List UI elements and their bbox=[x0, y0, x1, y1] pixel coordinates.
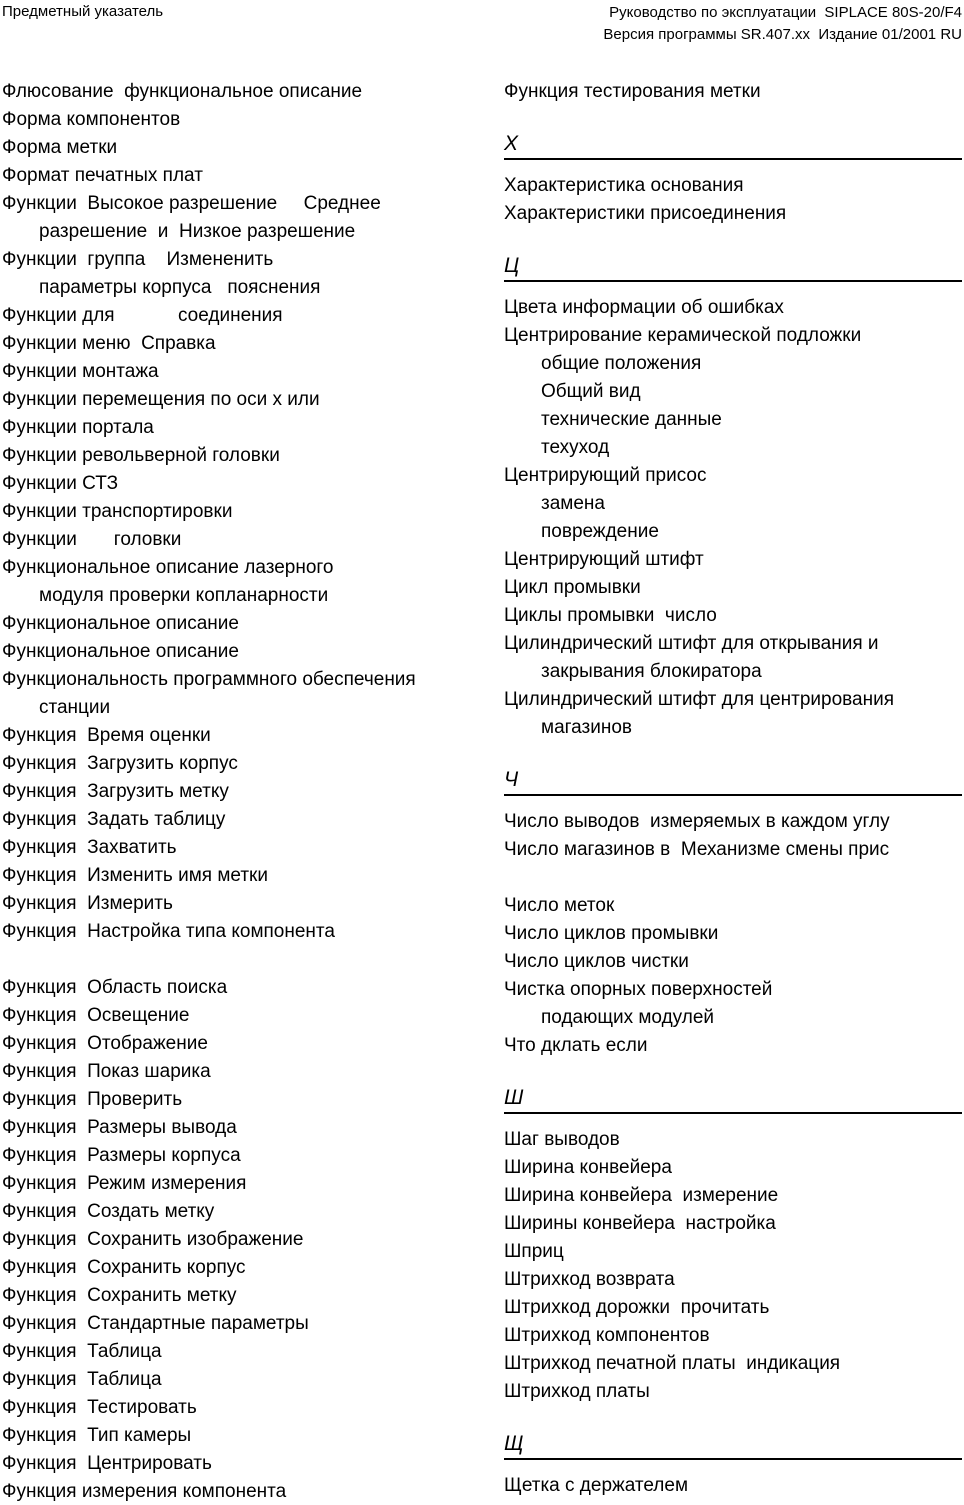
index-entry: Центрирующий штифт bbox=[504, 549, 704, 570]
index-entry: Цикл промывки bbox=[504, 577, 641, 598]
index-entry: Функция Изменить имя метки bbox=[2, 865, 268, 886]
index-entry: Функции головки bbox=[2, 529, 182, 550]
index-entry: Функции СТЗ bbox=[2, 473, 119, 494]
index-entry: Функция Область поиска bbox=[2, 977, 228, 998]
index-entry: Функция тестирования метки bbox=[504, 81, 761, 102]
section-letter-Ц: Ц bbox=[504, 252, 962, 282]
index-entry: Ширина конвейера измерение bbox=[504, 1185, 779, 1206]
page-header-right bbox=[603, 2, 962, 46]
index-entry: Функция Отображение bbox=[2, 1033, 208, 1054]
index-entry-continuation: подающих модулей bbox=[541, 1007, 715, 1028]
index-entry: Функция Тестировать bbox=[2, 1397, 197, 1418]
index-entry: Функция Проверить bbox=[2, 1089, 183, 1110]
index-entry: Функции меню Справка bbox=[2, 333, 216, 354]
index-entry: Функции транспортировки bbox=[2, 501, 233, 522]
index-entry: Циклы промывки число bbox=[504, 605, 717, 626]
index-entry-continuation: общие положения bbox=[541, 353, 702, 374]
index-entry: Функции для соединения bbox=[2, 305, 283, 326]
index-column-right bbox=[504, 78, 962, 1500]
index-entry: Характеристики присоединения bbox=[504, 203, 787, 224]
index-entry: Функция Измерить bbox=[2, 893, 173, 914]
index-entry: Функция Сохранить изображение bbox=[2, 1229, 304, 1250]
index-entry: Число циклов чистки bbox=[504, 951, 689, 972]
section-letter-Ч: Ч bbox=[504, 766, 962, 796]
index-entry: Функция Таблица bbox=[2, 1341, 162, 1362]
index-entry: Центрирующий присос bbox=[504, 465, 707, 486]
index-entry-continuation: замена bbox=[541, 493, 605, 514]
index-entry: Функциональное описание лазерного bbox=[2, 557, 334, 578]
blank-line bbox=[504, 864, 962, 892]
index-entry: Функция Размеры корпуса bbox=[2, 1145, 241, 1166]
index-entry: Функция измерения компонента bbox=[2, 1481, 287, 1502]
index-entry-continuation: станции bbox=[39, 697, 111, 718]
index-entry-continuation: техуход bbox=[541, 437, 610, 458]
index-entry: Шаг выводов bbox=[504, 1129, 620, 1150]
index-entry: Функции Высокое разрешение Среднее bbox=[2, 193, 381, 214]
index-entry-continuation: повреждение bbox=[541, 521, 659, 542]
index-entry: Функция Тип камеры bbox=[2, 1425, 192, 1446]
index-entry: Форма компонентов bbox=[2, 109, 181, 130]
index-entry: Функция Освещение bbox=[2, 1005, 190, 1026]
index-entry: Функция Сохранить корпус bbox=[2, 1257, 246, 1278]
manual-version: Версия программы SR.407.xx Издание 01/2001 RU bbox=[603, 26, 962, 43]
blank-line bbox=[2, 946, 482, 974]
index-entry-continuation: магазинов bbox=[541, 717, 632, 738]
index-entry: Центрирование керамической подложки bbox=[504, 325, 862, 346]
index-entry: Ширина конвейера bbox=[504, 1157, 672, 1178]
index-entry: Шприц bbox=[504, 1241, 564, 1262]
index-entry: Чистка опорных поверхностей bbox=[504, 979, 773, 1000]
index-entry-continuation: закрывания блокиратора bbox=[541, 661, 762, 682]
index-entry: Число выводов измеряемых в каждом углу bbox=[504, 811, 890, 832]
index-column-left bbox=[2, 78, 482, 1505]
index-entry: Число магазинов в Механизме смены прис bbox=[504, 839, 890, 860]
section-letter-Щ: Щ bbox=[504, 1430, 962, 1460]
index-entry: Штрихкод платы bbox=[504, 1381, 650, 1402]
index-entry: Что дклать если bbox=[504, 1035, 648, 1056]
index-entry: Функция Загрузить метку bbox=[2, 781, 229, 802]
index-entry: Число меток bbox=[504, 895, 615, 916]
index-entry: Формат печатных плат bbox=[2, 165, 203, 186]
index-entry: Цвета информации об ошибках bbox=[504, 297, 784, 318]
page-header-title: Предметный указатель bbox=[2, 3, 164, 20]
index-entry: Функции группа Измененить bbox=[2, 249, 274, 270]
index-entry: Функция Сохранить метку bbox=[2, 1285, 237, 1306]
index-entry: Штрихкод печатной платы индикация bbox=[504, 1353, 841, 1374]
index-entry: Щетка с держателем bbox=[504, 1475, 689, 1496]
index-entry: Функция Настройка типа компонента bbox=[2, 921, 335, 942]
index-entry: Функция Загрузить корпус bbox=[2, 753, 238, 774]
index-entry: Штрихкод компонентов bbox=[504, 1325, 710, 1346]
index-entry: Форма метки bbox=[2, 137, 118, 158]
index-entry: Цилиндрический штифт для центрирования bbox=[504, 689, 894, 710]
index-entry: Штрихкод возврата bbox=[504, 1269, 675, 1290]
index-entry-continuation: модуля проверки копланарности bbox=[39, 585, 329, 606]
index-entry: Функции перемещения по оси х или bbox=[2, 389, 320, 410]
index-entry: Флюсование функциональное описание bbox=[2, 81, 363, 102]
index-entry: Функция Размеры вывода bbox=[2, 1117, 237, 1138]
index-entry: Функция Центрировать bbox=[2, 1453, 212, 1474]
index-entry: Функции монтажа bbox=[2, 361, 159, 382]
index-entry-continuation: Общий вид bbox=[541, 381, 641, 402]
index-entry: Штрихкод дорожки прочитать bbox=[504, 1297, 770, 1318]
index-entry: Ширины конвейера настройка bbox=[504, 1213, 776, 1234]
index-entry: Функция Создать метку bbox=[2, 1201, 215, 1222]
index-entry: Функция Режим измерения bbox=[2, 1173, 247, 1194]
section-letter-Ш: Ш bbox=[504, 1084, 962, 1114]
index-entry: Функциональность программного обеспечения bbox=[2, 669, 416, 690]
index-entry-continuation: технические данные bbox=[541, 409, 722, 430]
index-entry: Функциональное описание bbox=[2, 613, 239, 634]
index-entry-continuation: разрешение и Низкое разрешение bbox=[39, 221, 356, 242]
index-entry: Функции револьверной головки bbox=[2, 445, 280, 466]
index-entry: Функция Захватить bbox=[2, 837, 177, 858]
index-entry: Функция Время оценки bbox=[2, 725, 211, 746]
index-entry: Функции портала bbox=[2, 417, 154, 438]
index-entry: Функция Таблица bbox=[2, 1369, 162, 1390]
index-entry: Функция Показ шарика bbox=[2, 1061, 211, 1082]
index-entry: Функциональное описание bbox=[2, 641, 239, 662]
index-entry: Число циклов промывки bbox=[504, 923, 719, 944]
index-entry-continuation: параметры корпуса пояснения bbox=[39, 277, 321, 298]
index-entry: Функция Стандартные параметры bbox=[2, 1313, 309, 1334]
index-entry: Функция Задать таблицу bbox=[2, 809, 226, 830]
section-letter-Х: Х bbox=[504, 130, 962, 160]
index-entry: Характеристика основания bbox=[504, 175, 744, 196]
manual-title: Руководство по эксплуатации SIPLACE 80S-20/F4 bbox=[609, 4, 962, 21]
index-entry: Цилиндрический штифт для открывания и bbox=[504, 633, 879, 654]
